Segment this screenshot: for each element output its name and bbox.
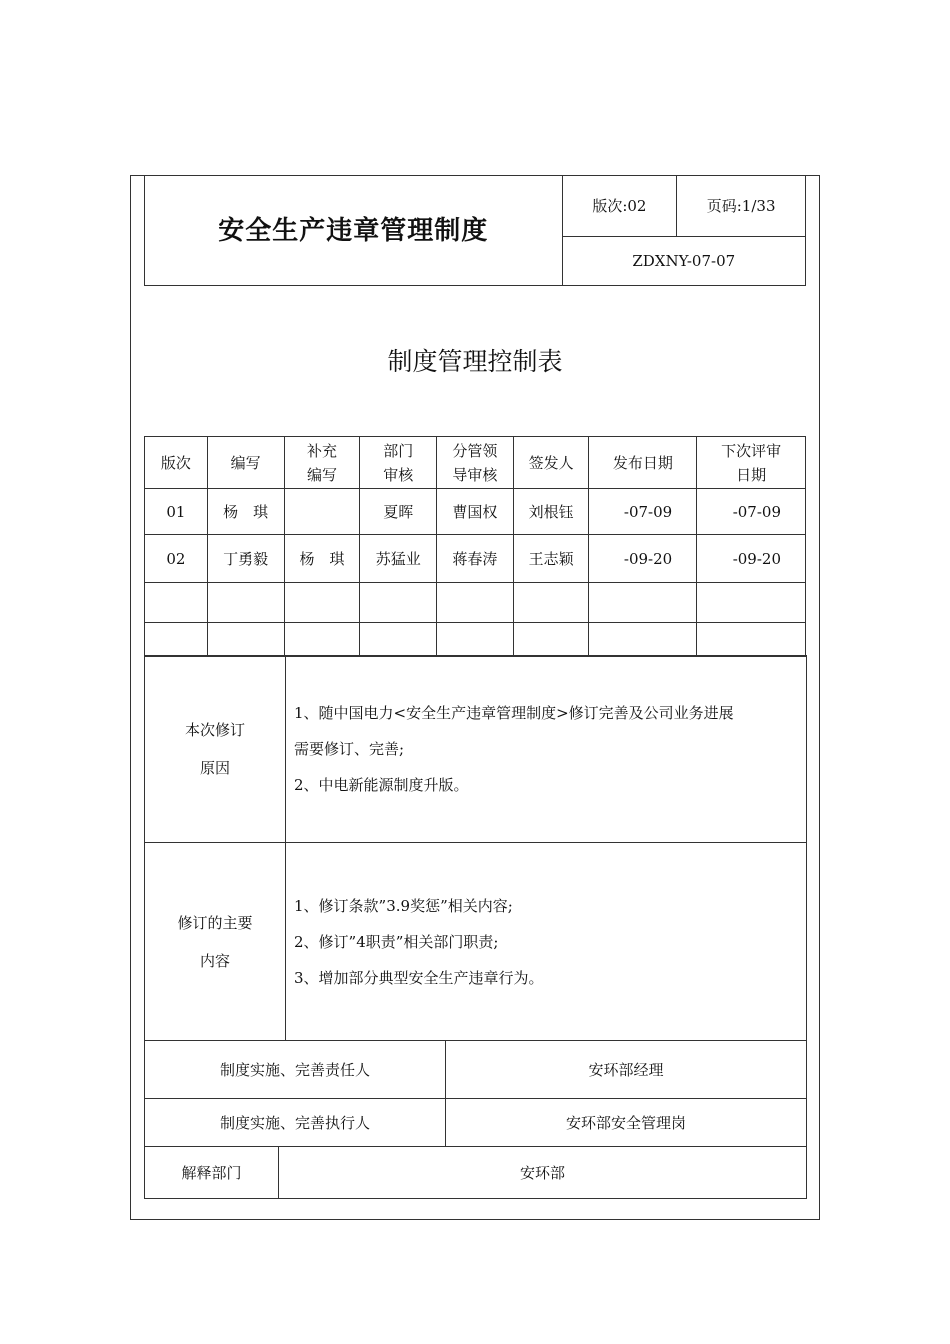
table-cell: 02 [145,535,208,583]
table-cell [697,583,806,623]
interpretation-row [145,1147,807,1199]
table-cell: 曹国权 [437,489,514,535]
control-table [144,436,806,657]
document-code: ZDXNY-07-07 [562,237,805,286]
table-cell: -09-20 [697,535,806,583]
col-header-issuer: 签发人 [513,437,589,489]
page-number-cell: 页码:1/33 [677,176,806,237]
table-cell [589,623,697,657]
revision-table [144,655,807,1041]
col-header-author: 编写 [207,437,284,489]
table-cell: 刘根钰 [513,489,589,535]
col-header-release-date: 发布日期 [589,437,697,489]
revision-reason-text [286,656,807,843]
table-cell [513,583,589,623]
revision-content-row [145,843,807,1041]
table-cell: 苏猛业 [360,535,437,583]
table-cell [284,623,360,657]
executor-label: 制度实施、完善执行人 [145,1099,446,1147]
content-line: 3、增加部分典型安全生产违章行为。 [294,968,544,987]
table-row [145,489,806,535]
reason-line: 需要修订、完善; [294,740,405,758]
table-cell: 夏晖 [360,489,437,535]
table-cell: 蒋春涛 [437,535,514,583]
interpretation-label: 解释部门 [145,1147,279,1199]
table-cell: 杨 琪 [207,489,284,535]
control-table-title: 制度管理控制表 [387,347,563,376]
col-header-dept-review: 部门 审核 [360,437,437,489]
table-cell [360,623,437,657]
revision-reason-label: 本次修订 原因 [145,656,286,843]
version-cell: 版次:02 [562,176,677,237]
revision-content-text [286,843,807,1041]
interpretation-table [144,1146,807,1199]
table-cell: 丁勇毅 [207,535,284,583]
table-cell [437,583,514,623]
table-cell [437,623,514,657]
content-line: 2、修订”4职责”相关部门职责; [294,932,499,951]
table-cell [360,583,437,623]
table-cell [284,583,360,623]
col-header-version: 版次 [145,437,208,489]
control-table-header [145,437,806,489]
table-row [145,583,806,623]
responsibility-row [145,1099,807,1147]
content-line: 1、修订条款”3.9奖惩”相关内容; [294,896,513,915]
table-cell [145,583,208,623]
col-header-next-review: 下次评审 日期 [697,437,806,489]
table-cell [284,489,360,535]
table-row [145,623,806,657]
table-cell [207,583,284,623]
table-cell: 杨 琪 [284,535,360,583]
revision-reason-row [145,656,807,843]
col-header-leader-review: 分管领 导审核 [437,437,514,489]
responsibility-row [145,1041,807,1099]
header-table [144,175,806,286]
table-cell [589,583,697,623]
responsibility-table [144,1040,807,1147]
table-cell: -07-09 [697,489,806,535]
reason-line: 1、随中国电力<安全生产违章管理制度>修订完善及公司业务进展 [294,704,734,722]
table-cell: 王志颖 [513,535,589,583]
document-title: 安全生产违章管理制度 [145,176,563,286]
table-row [145,535,806,583]
table-cell [207,623,284,657]
table-cell [513,623,589,657]
responsible-person-label: 制度实施、完善责任人 [145,1041,446,1099]
table-cell: -07-09 [589,489,697,535]
table-cell: -09-20 [589,535,697,583]
reason-line: 2、中电新能源制度升版。 [294,776,469,794]
table-cell [697,623,806,657]
responsible-person-value: 安环部经理 [446,1041,807,1099]
table-cell [145,623,208,657]
executor-value: 安环部安全管理岗 [446,1099,807,1147]
interpretation-value: 安环部 [279,1147,807,1199]
revision-content-label: 修订的主要 内容 [145,843,286,1041]
col-header-supplement: 补充 编写 [284,437,360,489]
table-cell: 01 [145,489,208,535]
